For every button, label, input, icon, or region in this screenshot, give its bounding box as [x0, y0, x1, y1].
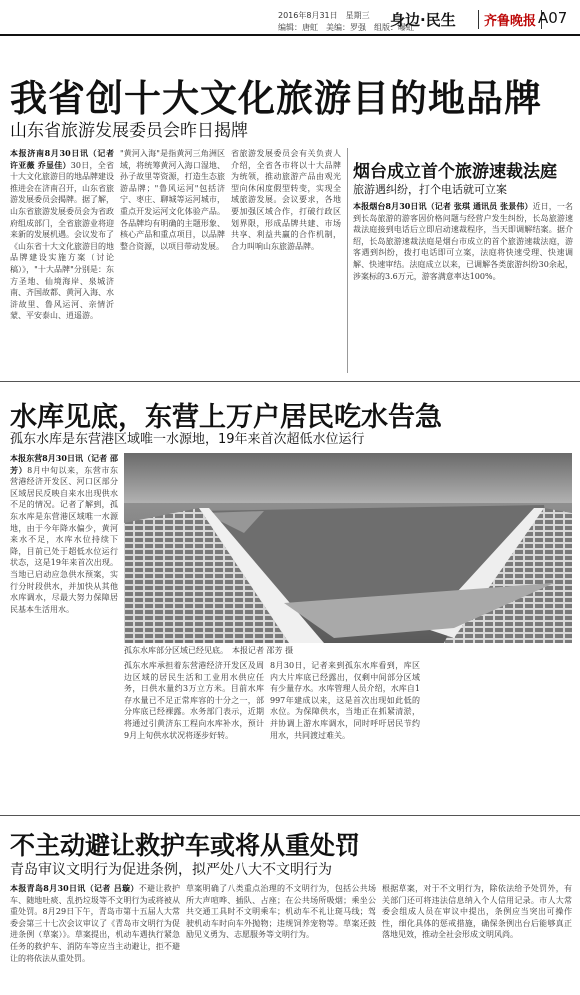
photo-caption: 孤东水库部分区域已经见底。 本报记者 邵芳 摄 [124, 646, 294, 655]
section-name: 身边·民生 [390, 11, 456, 29]
article2-subheadline: 旅游遇纠纷，打个电话就可立案 [353, 183, 507, 196]
editor-credits: 编辑：唐虹 美编：罗强 组版：曝虹 [278, 23, 414, 32]
article1-byline: 本报济南8月30日讯（记者 许亚薇 乔显佳） [10, 148, 114, 170]
article1-subheadline: 山东省旅游发展委员会昨日揭牌 [10, 121, 248, 141]
article3-column-1 [10, 453, 118, 805]
article2-headline: 烟台成立首个旅游速裁法庭 [353, 162, 557, 182]
article2-byline: 本报烟台8月30日讯（记者 张琪 通讯员 张景伟） [353, 201, 533, 211]
article2-body [353, 201, 573, 373]
article4-byline: 本报青岛8月30日讯（记者 吕璇） [10, 883, 139, 893]
reservoir-photo [124, 453, 572, 643]
article3-byline: 本报东营8月30日讯（记者 邵芳） [10, 453, 118, 475]
header-rule [0, 34, 580, 36]
article4-column-3: 根据草案，对于不文明行为，除依法给予处罚外，有关部门还可将违法信息纳入个人信用记录。市人大常委会组成人员在审议中提出，条例应当突出可操作性，细化具体的惩戒措施，确保条例出台后能够真正落地见效，推动全社会形成文明风尚。 [382, 884, 572, 940]
article1-column-2: "黄河入海"是指黄河三角洲区域，将统筹黄河入海口湿地、孙子故里等资源，打造生态旅游品牌；"鲁风运河"包括济宁、枣庄、聊城等运河城市，重点开发运河文化体验产品。各品牌均有明确的主题形象、核心产品和重点项目，以品牌整合资源，以项目带动发展。 [120, 149, 225, 251]
section-rule-2 [0, 815, 580, 816]
issue-date: 2016年8月31日 星期三 [278, 11, 370, 20]
article3-column-2: 孤东水库承担着东营港经济开发区及周边区域的居民生活和工业用水供应任务，日供水量约3万立方米。目前水库存水量已不足正常库容的十分之一，部分库底已经裸露。水务部门表示，近期将通过引黄济东工程向水库补水，预计9月上旬供水状况将逐步好转。 [124, 661, 264, 740]
article4-subheadline: 青岛审议文明行为促进条例，拟严处八大不文明行为 [10, 862, 332, 878]
section-rule-1 [0, 381, 580, 382]
article4-column-1 [10, 883, 180, 991]
article2-text: 近日，一名到长岛旅游的游客因价格问题与经营户发生纠纷，长岛旅游速裁法庭接到电话后立即启动速裁程序，当天即调解结案。据介绍，长岛旅游速裁法庭是烟台市成立的首个旅游速裁法庭，游客遇到纠纷，拨打电话即可立案，法庭将快速受理、快速调解、快速审结。法庭成立以来，已调解各类旅游纠纷30余起，涉案标的3.6万元，游客满意率达100%。 [353, 202, 573, 281]
article1-text-1: 30日，全省十大文化旅游目的地品牌建设推进会在济南召开，山东省旅游发展委员会揭牌。据了解，山东省旅游发展委员会为省政府组成部门，全省旅游业将迎来新的发展机遇。会议发布了《山东省十大文化旅游目的地品牌建设实施方案（讨论稿）》，"十大品牌"分别是：东方圣地、仙境海岸、泉城济南、齐国故都、黄河入海、水浒故里、鲁风运河、亲情沂蒙、平安泰山、逍遥游。 [10, 160, 114, 321]
article1-column-3: 省旅游发展委员会有关负责人介绍，全省各市将以十大品牌为统领，推动旅游产品由观光型向休闲度假型转变，实现全域旅游发展。会议要求，各地要加强区域合作，打破行政区划界限，形成品牌共建、市场共享、利益共赢的合作机制，合力叫响山东旅游品牌。 [231, 149, 341, 251]
article3-headline: 水库见底，东营上万户居民吃水告急 [10, 402, 442, 433]
article3-column-3: 8月30日，记者来到孤东水库看到，库区内大片库底已经露出，仅剩中间部分区域有少量存水。水库管理人员介绍，水库自1997年建成以来，这是首次出现如此低的水位。为保障供水，当地正在抓紧清淤，并协调上游水库调水，同时呼吁居民节约用水，共同渡过难关。 [270, 661, 420, 740]
page-number: A07 [538, 9, 568, 27]
article3-subheadline: 孤东水库是东营港区域唯一水源地，19年来首次超低水位运行 [10, 432, 365, 447]
article4-text-1: 不避让救护车、随地吐痰、乱扔垃圾等不文明行为或将被从重处罚。8月29日下午，青岛市第十五届人大常委会第三十七次会议审议了《青岛市文明行为促进条例（草案）》。草案提出，机动车遇执行紧急任务的救护车、消防车等应当主动避让，拒不避让的将依法从重处罚。 [10, 884, 181, 963]
article1-column-1 [10, 148, 114, 373]
article3-text-1: 8月中旬以来，东营市东营港经济开发区、河口区部分区域居民反映自来水出现供水不足的情况。记者了解到，孤东水库是东营港区域唯一水源地，由于今年降水偏少，黄河来水不足，水库水位持续下降，目前已处于超低水位运行状态，这是19年来首次出现。当地已启动应急供水预案，实行分时段供水，并加快从其他水库调水，尽最大努力保障居民基本生活用水。 [10, 465, 119, 614]
article4-column-2: 草案明确了八类重点治理的不文明行为，包括公共场所大声喧哗、插队、占座；在公共场所吸烟；乘坐公共交通工具时不文明乘车；机动车不礼让斑马线；驾驶机动车时向车外抛物；违规饲养宠物等。草案还鼓励见义勇为、志愿服务等文明行为。 [186, 884, 376, 940]
header-meta [278, 10, 414, 34]
article1-headline: 我省创十大文化旅游目的地品牌 [10, 77, 542, 120]
newspaper-logo: 齐鲁晚报 [478, 10, 542, 29]
column-divider [347, 148, 348, 373]
article4-headline: 不主动避让救护车或将从重处罚 [10, 831, 361, 860]
